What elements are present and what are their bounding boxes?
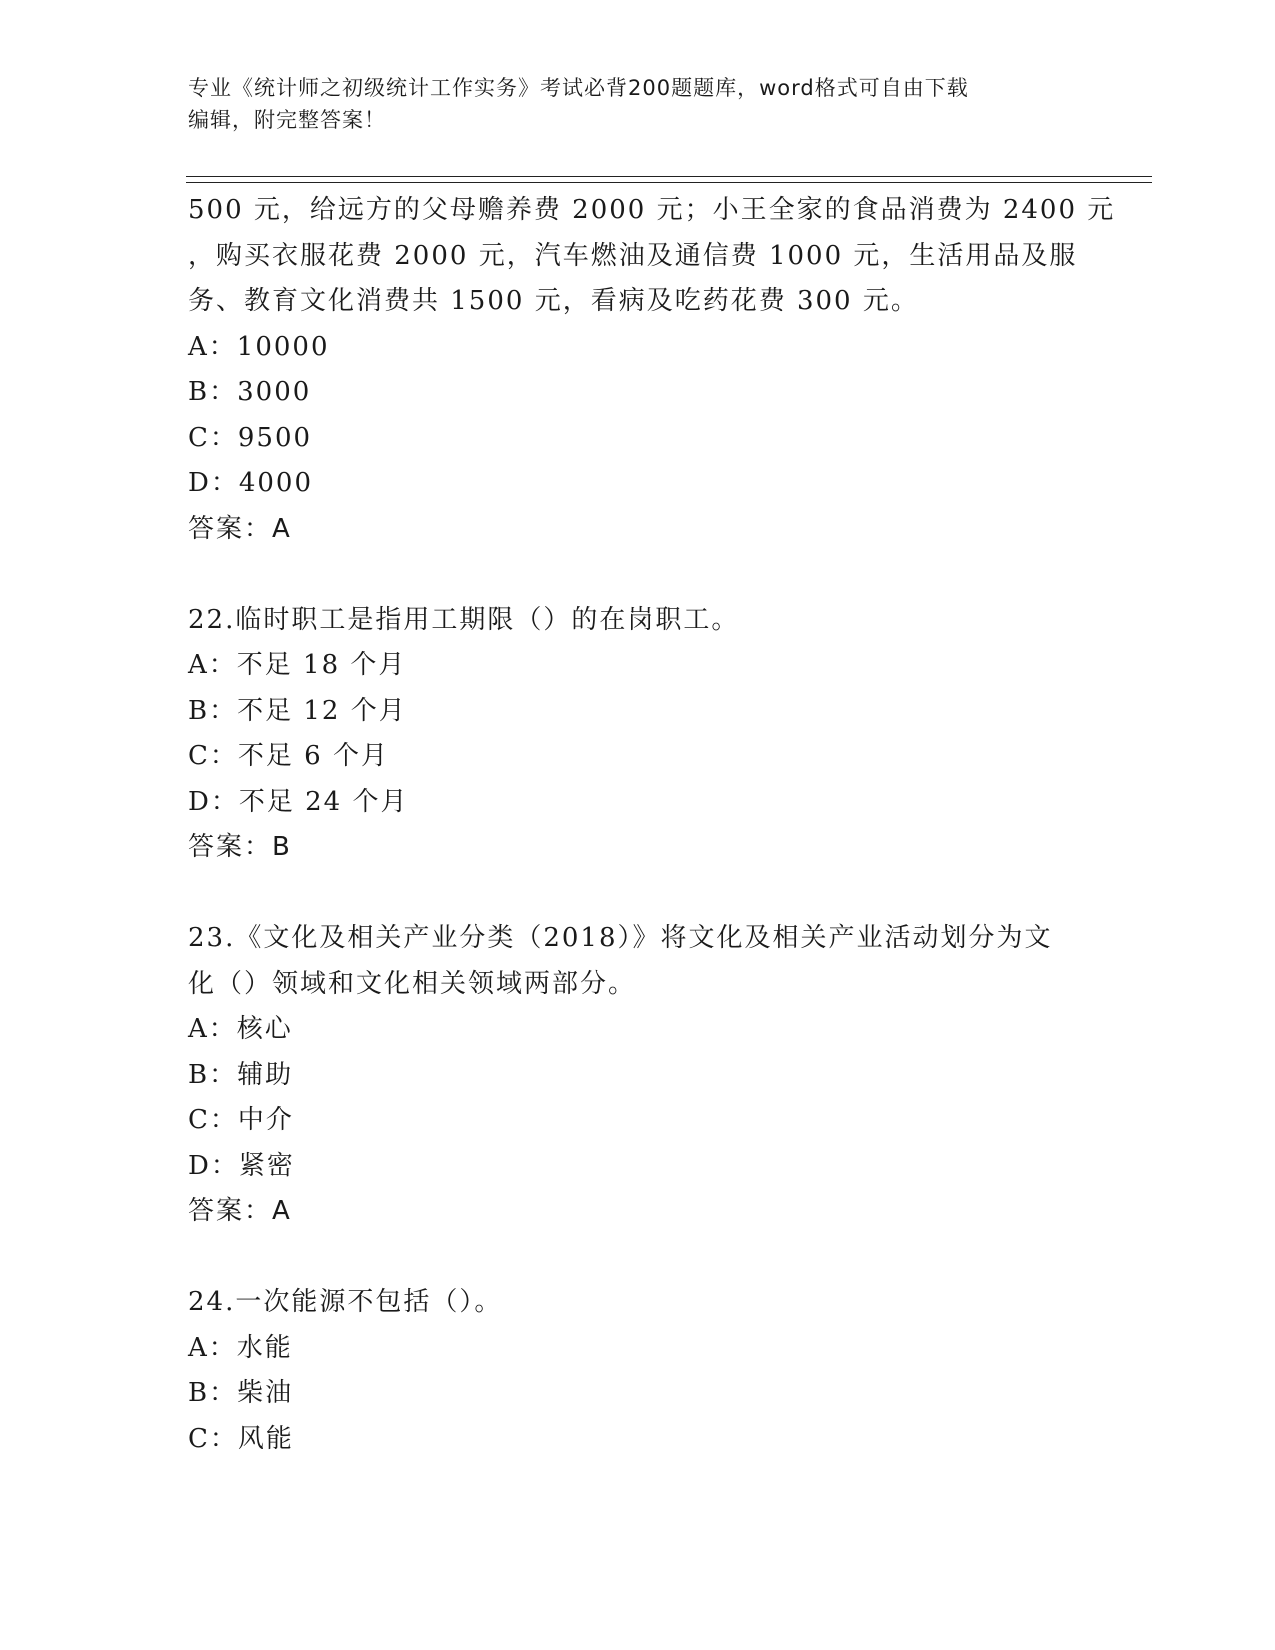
answer-line: 答案：A bbox=[188, 1196, 292, 1226]
option-d: D：4000 bbox=[188, 468, 314, 498]
question-stem: 务、教育文化消费共 1500 元，看病及吃药花费 300 元。 bbox=[188, 286, 919, 316]
option-a: A：核心 bbox=[188, 1014, 293, 1044]
answer-line: 答案：B bbox=[188, 832, 292, 862]
spacer bbox=[188, 1235, 1088, 1281]
header-line-2: 编辑，附完整答案！ bbox=[188, 108, 386, 132]
spacer bbox=[188, 552, 1088, 598]
option-a: A：水能 bbox=[188, 1332, 293, 1363]
option-a: A：不足 18 个月 bbox=[188, 650, 407, 680]
question-stem: ，购买衣服花费 2000 元，汽车燃油及通信费 1000 元，生活用品及服 bbox=[188, 240, 1078, 271]
option-c: C：不足 6 个月 bbox=[188, 741, 389, 771]
document-header bbox=[188, 72, 1068, 136]
question-list bbox=[188, 188, 1116, 1462]
question-stem: 23.《文化及相关产业分类（2018）》将文化及相关产业活动划分为文 bbox=[188, 923, 1053, 953]
option-a: A：10000 bbox=[188, 331, 330, 362]
question-22 bbox=[188, 598, 1088, 871]
header-divider-bottom bbox=[186, 182, 1152, 183]
question-stem: 24.一次能源不包括（）。 bbox=[188, 1287, 503, 1317]
answer-line: 答案：A bbox=[188, 513, 292, 544]
option-c: C：中介 bbox=[188, 1105, 294, 1135]
option-b: B：不足 12 个月 bbox=[188, 695, 407, 726]
header-line-1: 专业《统计师之初级统计工作实务》考试必背200题题库，word格式可自由下载 bbox=[188, 76, 969, 100]
question-stem: 500 元，给远方的父母赡养费 2000 元；小王全家的食品消费为 2400 元 bbox=[188, 195, 1116, 225]
option-b: B：柴油 bbox=[188, 1378, 294, 1408]
question-23 bbox=[188, 916, 1088, 1235]
header-divider-top bbox=[186, 176, 1152, 177]
option-b: B：3000 bbox=[188, 377, 312, 407]
question-stem: 化（）领域和文化相关领域两部分。 bbox=[188, 968, 637, 999]
spacer bbox=[188, 871, 1088, 917]
option-c: C：风能 bbox=[188, 1423, 294, 1454]
option-d: D：不足 24 个月 bbox=[188, 786, 409, 817]
option-c: C：9500 bbox=[188, 422, 313, 453]
question-stem: 22.临时职工是指用工期限（）的在岗职工。 bbox=[188, 604, 740, 635]
option-b: B：辅助 bbox=[188, 1059, 294, 1090]
question-24 bbox=[188, 1280, 1088, 1462]
question-21 bbox=[188, 188, 1116, 552]
option-d: D：紧密 bbox=[188, 1150, 295, 1181]
